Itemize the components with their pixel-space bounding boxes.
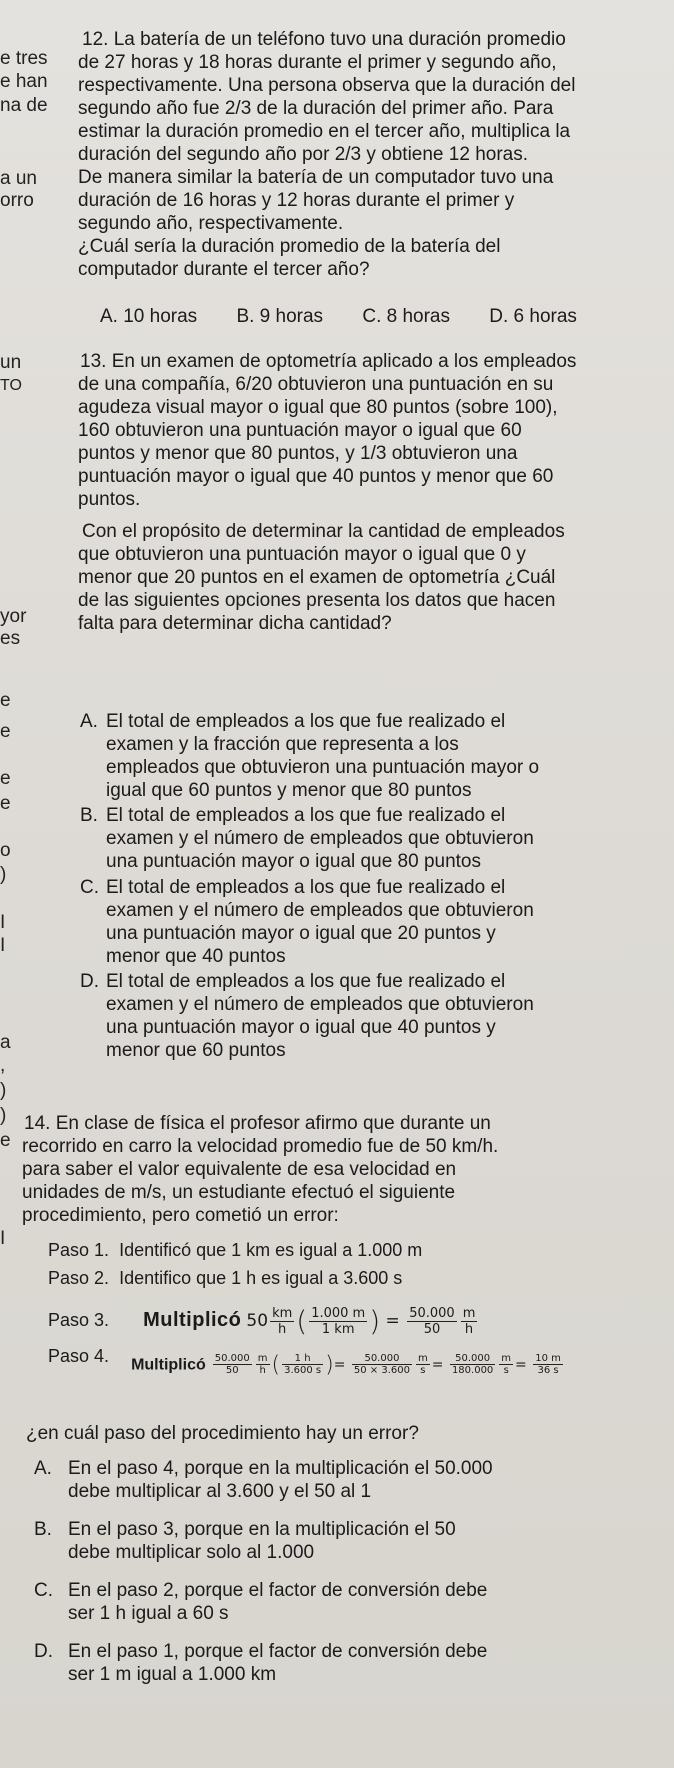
q14-option-c[interactable] [34,1579,487,1625]
expr-fraction: $\frac{1.000 m}{1 km}$ [311,1305,366,1337]
option-text: examen y la fracción que representa a los [106,734,459,755]
margin-fragment: ) [0,1080,7,1101]
question-12-line: 12. La batería de un teléfono tuvo una duración promedio [82,29,566,50]
option-letter: B. [80,805,98,826]
option-b[interactable]: B. 9 horas [236,306,324,327]
margin-fragment: TO [0,377,22,394]
option-a[interactable]: A. 10 horas [100,306,198,327]
q13-option-c[interactable] [80,876,534,968]
question-12-line: de 27 horas y 18 horas durante el primer y segundo año, [78,52,557,73]
question-12-line: computador durante el tercer año? [78,259,370,280]
option-text: una puntuación mayor o igual que 20 puntos y [106,923,496,944]
option-letter: C. [80,877,99,898]
expr-fraction: $\frac{50.000}{50}$ [409,1305,455,1337]
question-12-line: estimar la duración promedio en el tercer año, multiplica la [78,121,571,142]
step-3 [48,1296,479,1338]
q13-option-a[interactable] [80,710,539,802]
margin-fragment: es [0,628,21,649]
question-12-line: segundo año fue 2/3 de la duración del primer año. Para [78,98,554,119]
expr-fraction: $\frac{50.000}{50 \times 3.600}$ [353,1353,410,1376]
question-14-line: unidades de m/s, un estudiante efectuó el siguiente [22,1182,456,1203]
margin-fragment: e han [0,71,48,92]
question-13-line: de las siguientes opciones presenta los datos que hacen [78,590,556,611]
step-4 [48,1346,565,1377]
option-letter: D. [80,971,99,992]
question-13-line: agudeza visual mayor o igual que 80 puntos (sobre 100), [78,397,558,418]
question-13-line: falta para determinar dicha cantidad? [78,613,392,634]
margin-fragment: I [0,912,6,933]
step-4-expression: $\frac{50.000}{50}$ $\frac{m}{h}$ ( $\frac{1 h}{3.600 s}$ )= $\frac{50.000}{50 \times 3.600}$ $\frac{m}{s}$ = $\frac{50.000}{180.000}$ $\frac{m}{s}$ = $\frac{10 m}{36 s}$ [214,1352,561,1377]
margin-fragment: e [0,793,11,814]
option-text: En el paso 1, porque el factor de conversión debe [68,1641,488,1662]
expr-fraction: $\frac{km}{h}$ [272,1305,293,1337]
option-text: empleados que obtuvieron una puntuación mayor o [106,757,540,778]
option-c[interactable]: C. 8 horas [362,306,450,327]
step-word: Multiplicó [143,1309,242,1331]
option-d[interactable]: D. 6 horas [489,306,577,327]
option-letter: A. [34,1458,52,1479]
expr-fraction: $\frac{10 m}{36 s}$ [535,1353,561,1376]
option-letter: B. [34,1519,52,1540]
question-13-line: 160 obtuvieron una puntuación mayor o igual que 60 [78,420,522,441]
question-12-line: ¿Cuál sería la duración promedio de la batería del [78,236,501,257]
question-13-line: puntos y menor que 80 puntos, y 1/3 obtuvieron una [78,443,518,464]
option-text: debe multiplicar solo al 1.000 [68,1542,315,1563]
option-text: El total de empleados a los que fue realizado el [106,711,506,732]
option-letter: D. [34,1641,53,1662]
option-text: El total de empleados a los que fue realizado el [106,877,506,898]
option-text: ser 1 h igual a 60 s [68,1603,229,1624]
expr-value: 50 [246,1311,269,1332]
expr-fraction: $\frac{m}{s}$ [418,1353,428,1376]
margin-fragment: e [0,768,11,789]
margin-fragment: ) [0,864,7,885]
question-13-line: puntos. [78,489,141,510]
option-text: ser 1 m igual a 1.000 km [68,1664,277,1685]
option-text: En el paso 3, porque en la multiplicación el 50 [68,1519,456,1540]
margin-fragment: a [0,1032,11,1053]
question-12-line: respectivamente. Una persona observa que la duración del [78,75,576,96]
question-12-line: De manera similar la batería de un computador tuvo una [78,167,554,188]
expr-fraction: $\frac{1 h}{3.600 s}$ [284,1353,322,1376]
q13-option-b[interactable] [80,804,534,873]
expr-fraction: $\frac{m}{s}$ [501,1353,512,1376]
option-text: El total de empleados a los que fue realizado el [106,971,506,992]
q13-option-d[interactable] [80,970,534,1062]
q14-option-b[interactable] [34,1518,456,1564]
margin-fragment: yor [0,606,27,627]
question-13-line: puntuación mayor o igual que 40 puntos y menor que 60 [78,466,554,487]
expr-fraction: $\frac{m}{h}$ [462,1305,476,1337]
option-text: examen y el número de empleados que obtuvieron [106,828,534,849]
option-text: El total de empleados a los que fue realizado el [106,805,506,826]
margin-fragment: e [0,721,11,742]
option-text: una puntuación mayor o igual que 40 puntos y [106,1017,496,1038]
margin-fragment: na de [0,95,48,116]
option-text: En el paso 2, porque el factor de conversión debe [68,1580,488,1601]
question-14-prompt: ¿en cuál paso del procedimiento hay un error? [26,1423,419,1444]
q14-option-d[interactable] [34,1640,487,1686]
margin-fragment: a un [0,168,37,189]
q14-option-a[interactable] [34,1457,493,1503]
option-text: examen y el número de empleados que obtuvieron [106,900,534,921]
option-letter: C. [34,1580,53,1601]
question-12-line: segundo año, respectivamente. [78,213,344,234]
question-13-line: de una compañía, 6/20 obtuvieron una puntuación en su [78,374,554,395]
step-3-expression: 50 $\frac{km}{h}$ ( $\frac{1.000 m}{1 km}$ ) = $\frac{50.000}{50}$ $\frac{m}{h}$ [246,1304,476,1338]
margin-fragment: I [0,1228,6,1249]
question-14-line: recorrido en carro la velocidad promedio fue de 50 km/h. [22,1136,499,1157]
question-12 [78,28,575,281]
question-14-line: 14. En clase de física el profesor afirmo que durante un [24,1113,491,1134]
margin-fragment: o [0,840,11,861]
question-14 [22,1112,498,1227]
option-text: menor que 40 puntos [106,946,286,967]
margin-fragment: ) [0,1105,7,1126]
option-text: debe multiplicar al 3.600 y el 50 al 1 [68,1481,372,1502]
margin-fragment: un [0,352,22,373]
step-label: Paso 1. [48,1240,110,1260]
question-13 [78,350,576,635]
question-14-line: para saber el valor equivalente de esa velocidad en [22,1159,457,1180]
option-letter: A. [80,711,98,732]
option-text: examen y el número de empleados que obtuvieron [106,994,534,1015]
margin-fragment: e tres [0,48,48,69]
margin-fragment: e [0,1130,11,1151]
question-12-line: duración de 16 horas y 12 horas durante el primer y [78,190,515,211]
expr-fraction: $\frac{50.000}{180.000}$ [451,1353,494,1376]
margin-fragment: e [0,690,11,711]
expr-fraction: $\frac{50.000}{50}$ [214,1353,250,1376]
step-text: Identifico que 1 h es igual a 3.600 s [119,1268,403,1288]
step-label: Paso 4. [48,1346,110,1366]
step-text: Identificó que 1 km es igual a 1.000 m [119,1240,423,1260]
question-13-line: Con el propósito de determinar la cantidad de empleados [82,521,565,542]
question-13-line: 13. En un examen de optometría aplicado a los empleados [80,351,577,372]
margin-fragment: , [0,1055,6,1076]
question-14-line: procedimiento, pero cometió un error: [22,1205,339,1226]
step-label: Paso 2. [48,1268,110,1288]
question-12-options [100,306,611,328]
option-text: igual que 60 puntos y menor que 80 puntos [106,780,472,801]
question-12-line: duración del segundo año por 2/3 y obtiene 12 horas. [78,144,528,165]
step-1 [48,1240,422,1261]
step-2 [48,1268,402,1289]
question-13-line: que obtuvieron una puntuación mayor o igual que 0 y [78,544,526,565]
step-word: Multiplicó [131,1356,206,1374]
margin-fragment: I [0,935,6,956]
step-label: Paso 3. [48,1310,110,1330]
question-13-line: menor que 20 puntos en el examen de optometría ¿Cuál [78,567,556,588]
expr-fraction: $\frac{m}{h}$ [257,1353,268,1376]
option-text: En el paso 4, porque en la multiplicación el 50.000 [68,1458,493,1479]
option-text: menor que 60 puntos [106,1040,286,1061]
margin-fragment: orro [0,190,34,211]
option-text: una puntuación mayor o igual que 80 puntos [106,851,481,872]
